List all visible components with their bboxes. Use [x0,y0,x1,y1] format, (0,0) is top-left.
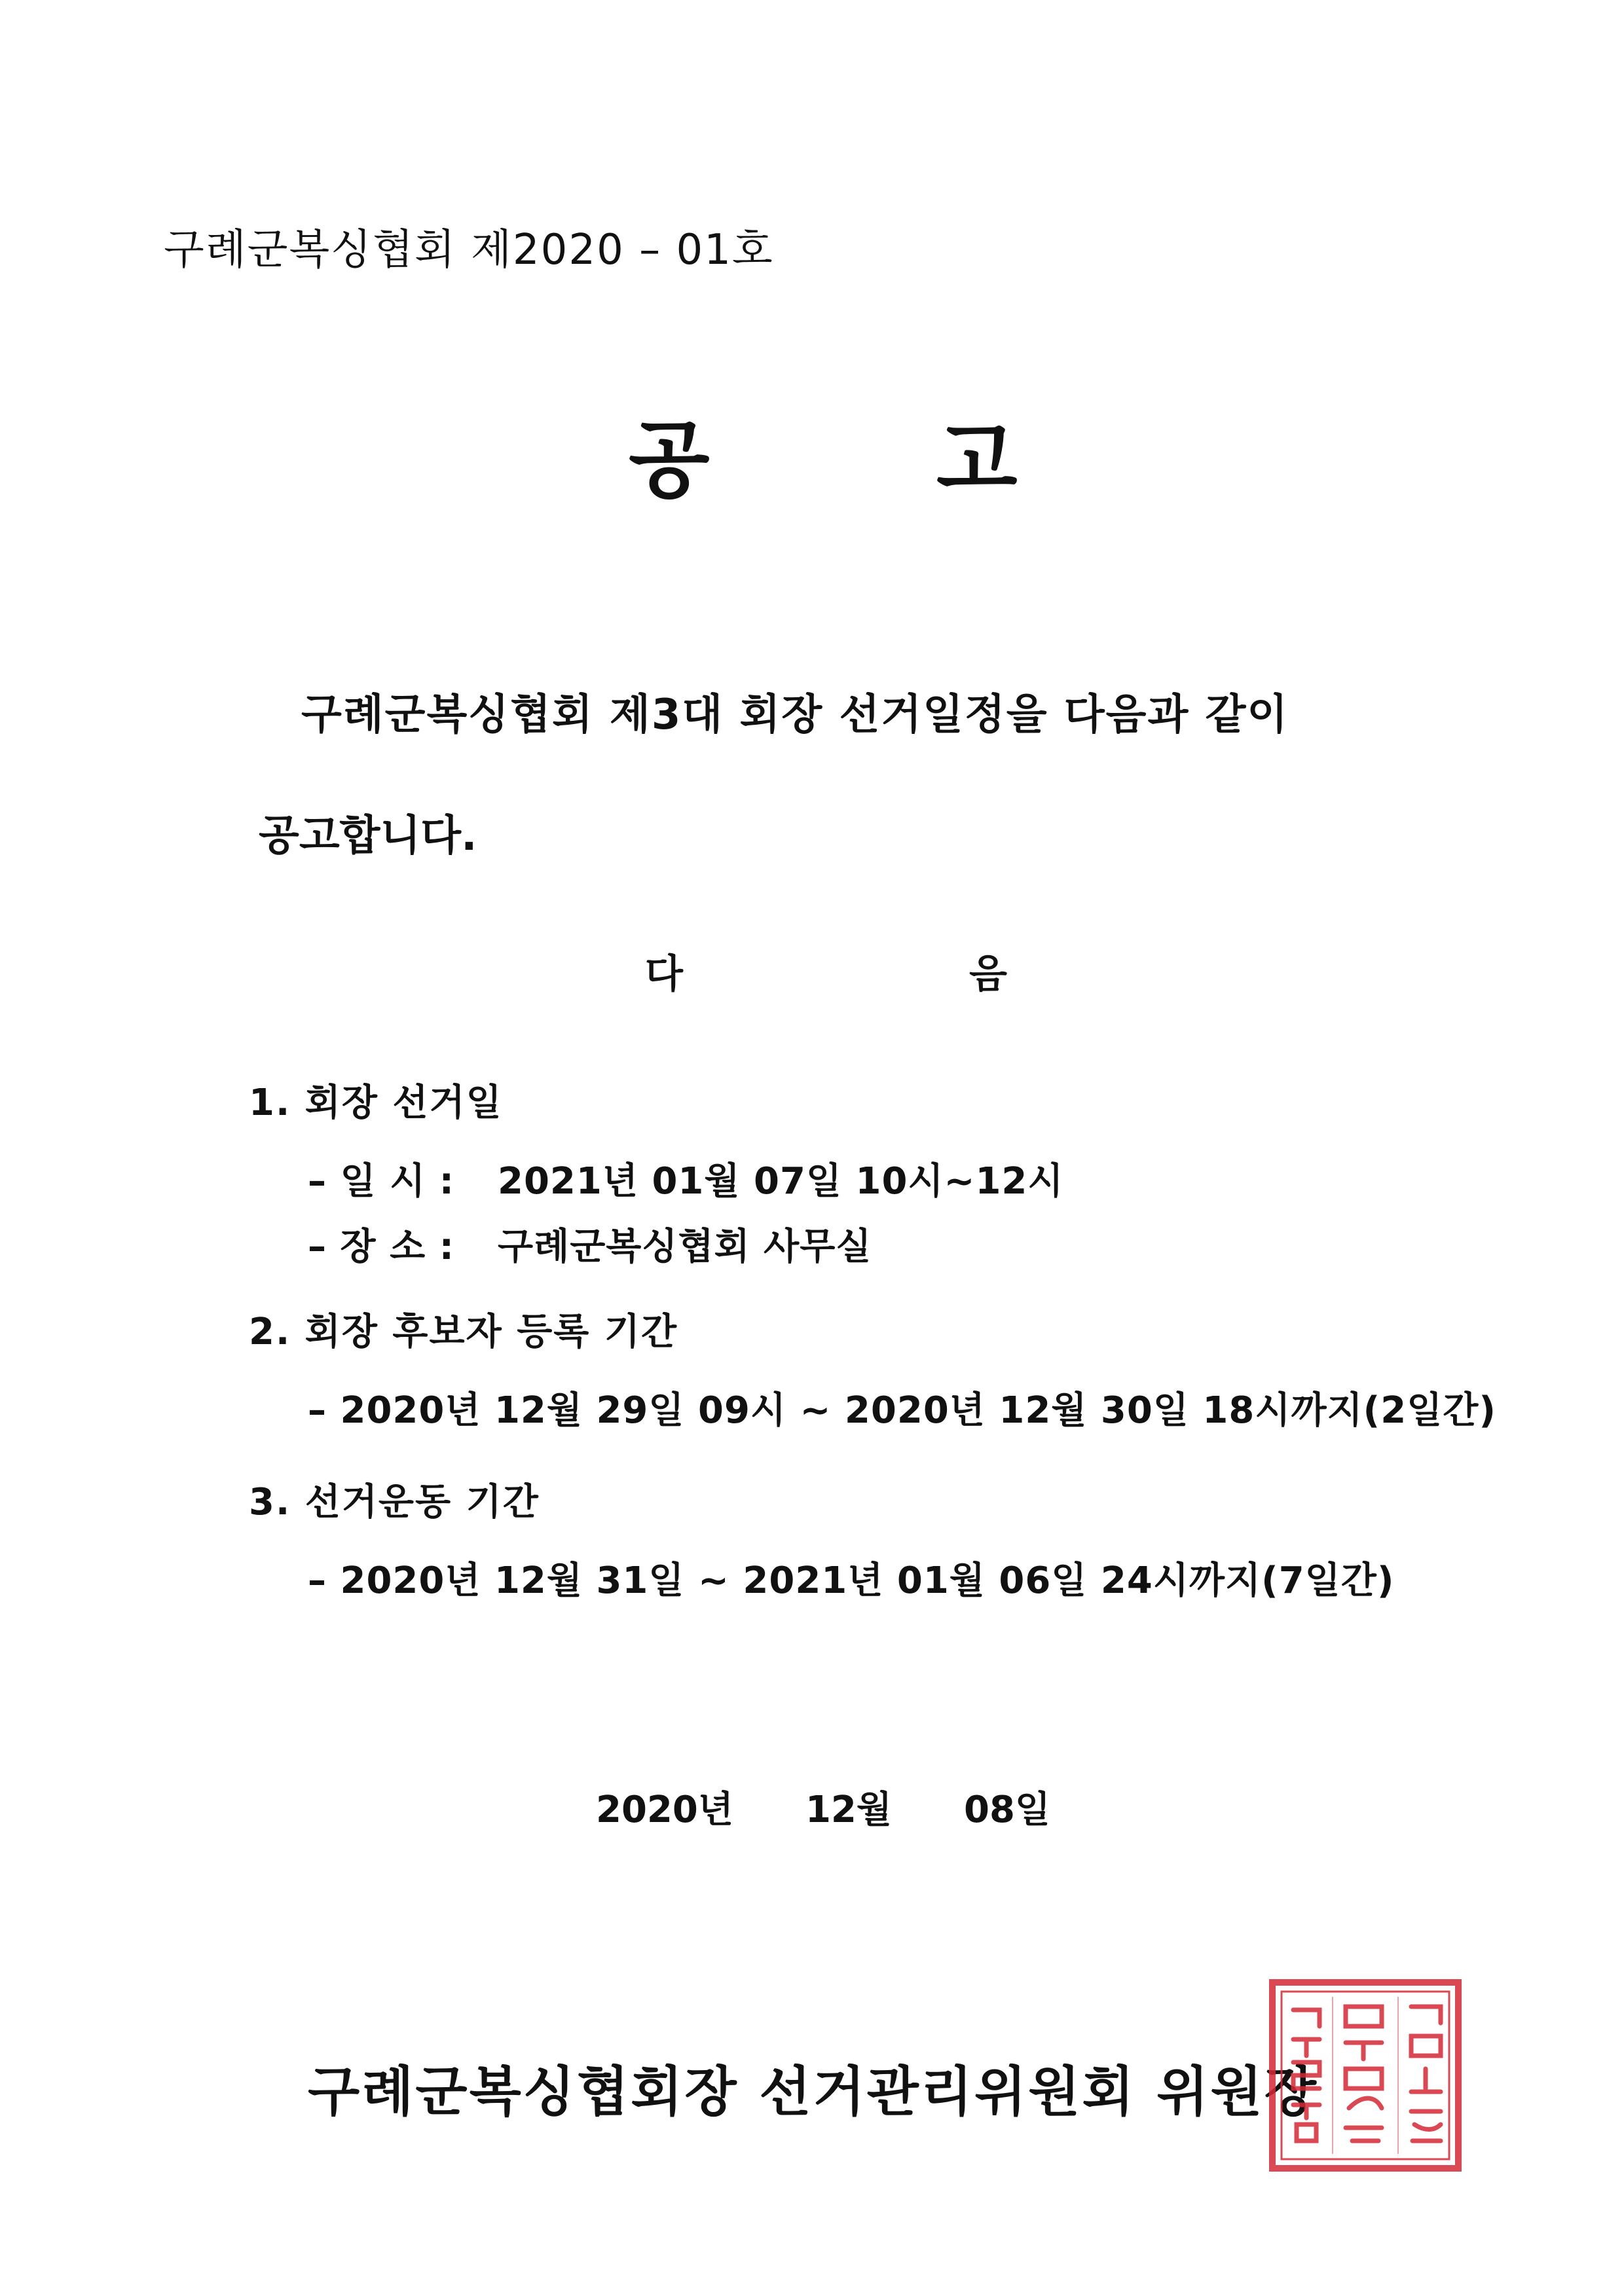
datetime-value: 2021년 01월 07일 10시~12시 [498,1160,1064,1203]
document-number: 구례군복싱협회 제2020 – 01호 [164,226,774,274]
section-3-heading: 3. 선거운동 기간 [249,1481,540,1523]
title-char-1: 공 [629,412,710,509]
issue-date-year: 2020년 [596,1789,733,1831]
signature-line: 구례군복싱협회장 선거관리위원회 위원장 [308,2061,1318,2123]
section-1-datetime [308,1152,1063,1205]
issue-date-month: 12월 [805,1789,892,1831]
place-value: 구례군복싱협회 사무실 [498,1226,872,1268]
section-2-period: – 2020년 12월 29일 09시 ~ 2020년 12월 30일 18시까지(2일간) [308,1389,1496,1432]
notice-heading-char-1: 다 [645,951,683,997]
intro-text-line-2: 공고합니다. [259,812,477,860]
title-char-2: 고 [936,412,1018,509]
section-1-place [308,1218,872,1270]
issue-date-day: 08일 [964,1789,1051,1831]
notice-heading-char-2: 음 [969,951,1007,997]
intro-text-line-1: 구례군복싱협회 제3대 회장 선거일정을 다음과 같이 [301,691,1289,739]
datetime-label: – 일 시 : [308,1160,455,1203]
section-3-period: – 2020년 12월 31일 ~ 2021년 01월 06일 24시까지(7일간) [308,1559,1395,1602]
section-2-heading: 2. 회장 후보자 등록 기간 [249,1311,678,1353]
section-1-heading: 1. 회장 선거일 [249,1082,503,1124]
issue-date [596,1781,1050,1833]
official-seal-stamp [1267,1977,1464,2174]
place-label: – 장 소 : [308,1226,455,1268]
